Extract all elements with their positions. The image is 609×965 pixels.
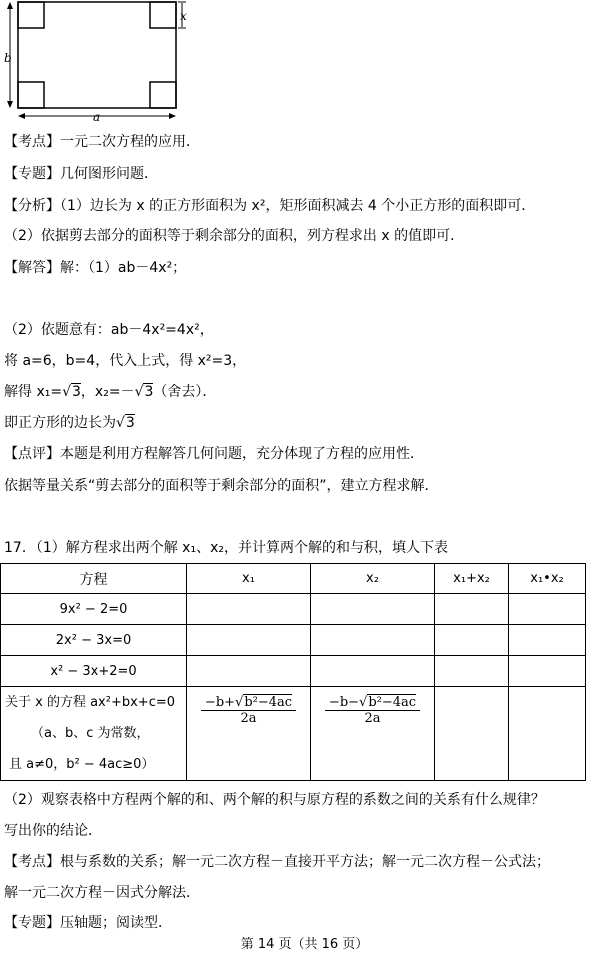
x1-denominator: 2a — [240, 711, 257, 726]
label-b: b — [4, 51, 12, 65]
equation-cell: 2x² − 3x=0 — [1, 625, 187, 656]
table-row — [1, 594, 586, 625]
table-row — [1, 625, 586, 656]
answer-cell[interactable] — [311, 625, 435, 656]
general-line-3: 且 a≠0，b² − 4ac≥0） — [9, 757, 155, 772]
arrow-a-right — [169, 113, 176, 119]
x2-formula: $\frac{\text{−b−√b²−4ac}}{2a}$ — [325, 695, 420, 726]
equation-cell: 9x² − 2=0 — [1, 594, 187, 625]
header-equation: 方程 — [1, 564, 187, 594]
sqrt-3-b: 3 — [144, 384, 154, 400]
x1-num-prefix: −b+ — [204, 695, 236, 710]
answer-cell[interactable] — [435, 625, 509, 656]
answer-cell[interactable] — [187, 656, 311, 687]
question-17: 17．（1）解方程求出两个解 x₁、x₂，并计算两个解的和与积，填人下表 — [4, 540, 448, 556]
outer-rectangle — [18, 2, 176, 108]
general-equation-cell — [1, 687, 187, 781]
table-row — [1, 656, 586, 687]
answer-cell[interactable] — [509, 594, 586, 625]
dianping-line-1: 【点评】本题是利用方程解答几何问题，充分体现了方程的应用性． — [4, 446, 424, 462]
label-x: x — [180, 9, 187, 23]
x2-discriminant: b²−4ac — [368, 695, 417, 710]
x2-denominator: 2a — [364, 711, 381, 726]
x1-formula-cell — [187, 687, 311, 781]
jieda-line-1: 【解答】解：（1）ab－4x²； — [4, 260, 187, 276]
answer-cell[interactable] — [509, 656, 586, 687]
arrow-a-left — [18, 113, 25, 119]
answer-cell[interactable] — [187, 594, 311, 625]
header-x1: x₁ — [187, 564, 311, 594]
answer-cell[interactable] — [435, 594, 509, 625]
answer-cell[interactable] — [435, 656, 509, 687]
x1-discriminant: b²−4ac — [244, 695, 293, 710]
sqrt-3-a: 3 — [72, 384, 81, 400]
kaodian2-line-2: 解一元二次方程－因式分解法． — [4, 885, 200, 901]
jieda-line-3: 将 a=6，b=4，代入上式，得 x²=3， — [4, 353, 247, 369]
x1-formula: $\frac{\text{−b+√b²−4ac}}{2a}$ — [201, 695, 296, 726]
jieda-x2-label: ，x₂=－ — [80, 384, 135, 400]
corner-square-tr — [150, 2, 176, 28]
table-row — [1, 687, 586, 781]
arrow-b-top — [7, 2, 13, 9]
zhuanti2-line: 【专题】压轴题；阅读型． — [4, 915, 172, 931]
header-x2: x₂ — [311, 564, 435, 594]
page-footer: 第 14 页（共 16 页） — [240, 937, 369, 952]
arrow-b-bottom — [7, 101, 13, 108]
question-17-conclusion: 写出你的结论． — [4, 823, 102, 839]
header-product: x₁•x₂ — [509, 564, 586, 594]
jieda-line-2: （2）依题意有：ab－4x²=4x²， — [4, 322, 214, 338]
question-17-part2: （2）观察表格中方程两个解的和、两个解的积与原方程的系数之间的关系有什么规律？ — [4, 792, 545, 808]
jieda-line-5: 即正方形的边长为√3 — [4, 415, 135, 431]
sqrt-3-c: 3 — [125, 415, 135, 431]
answer-cell[interactable] — [311, 656, 435, 687]
jieda-line-4: 解得 x₁=√3，x₂=－√3（舍去）． — [4, 384, 217, 400]
header-sum: x₁+x₂ — [435, 564, 509, 594]
answer-cell[interactable] — [187, 625, 311, 656]
general-line-2: （a、b、c 为常数， — [31, 726, 150, 741]
answer-cell[interactable] — [509, 625, 586, 656]
x2-formula-cell — [311, 687, 435, 781]
x2-num-prefix: −b− — [328, 695, 360, 710]
jieda-side-length: 即正方形的边长为 — [4, 415, 116, 431]
answer-cell[interactable] — [509, 687, 586, 781]
answer-cell[interactable] — [435, 687, 509, 781]
answer-cell[interactable] — [311, 594, 435, 625]
fenxi-line-2: （2）依据剪去部分的面积等于剩余部分的面积，列方程求出 x 的值即可． — [4, 228, 465, 244]
equation-cell: x² − 3x+2=0 — [1, 656, 187, 687]
corner-square-br — [150, 82, 176, 108]
general-line-1: 关于 x 的方程 ax²+bx+c=0 — [5, 695, 176, 710]
rectangle-figure — [0, 0, 200, 125]
kaodian-line: 【考点】一元二次方程的应用． — [4, 134, 200, 150]
jieda-x1-label: 解得 x₁= — [4, 384, 63, 400]
label-a: a — [93, 110, 101, 124]
fenxi-line-1: 【分析】（1）边长为 x 的正方形面积为 x²，矩形面积减去 4 个小正方形的面积即可． — [4, 198, 536, 214]
kaodian2-line-1: 【考点】根与系数的关系；解一元二次方程－直接开平方法；解一元二次方程－公式法； — [4, 854, 550, 870]
dianping-line-2: 依据等量关系“剪去部分的面积等于剩余部分的面积”，建立方程求解． — [4, 478, 439, 494]
corner-square-bl — [18, 82, 44, 108]
jieda-discard: （舍去）． — [153, 384, 217, 400]
zhuanti-line: 【专题】几何图形问题． — [4, 166, 158, 182]
corner-square-tl — [18, 2, 44, 28]
answer-table — [0, 563, 586, 781]
